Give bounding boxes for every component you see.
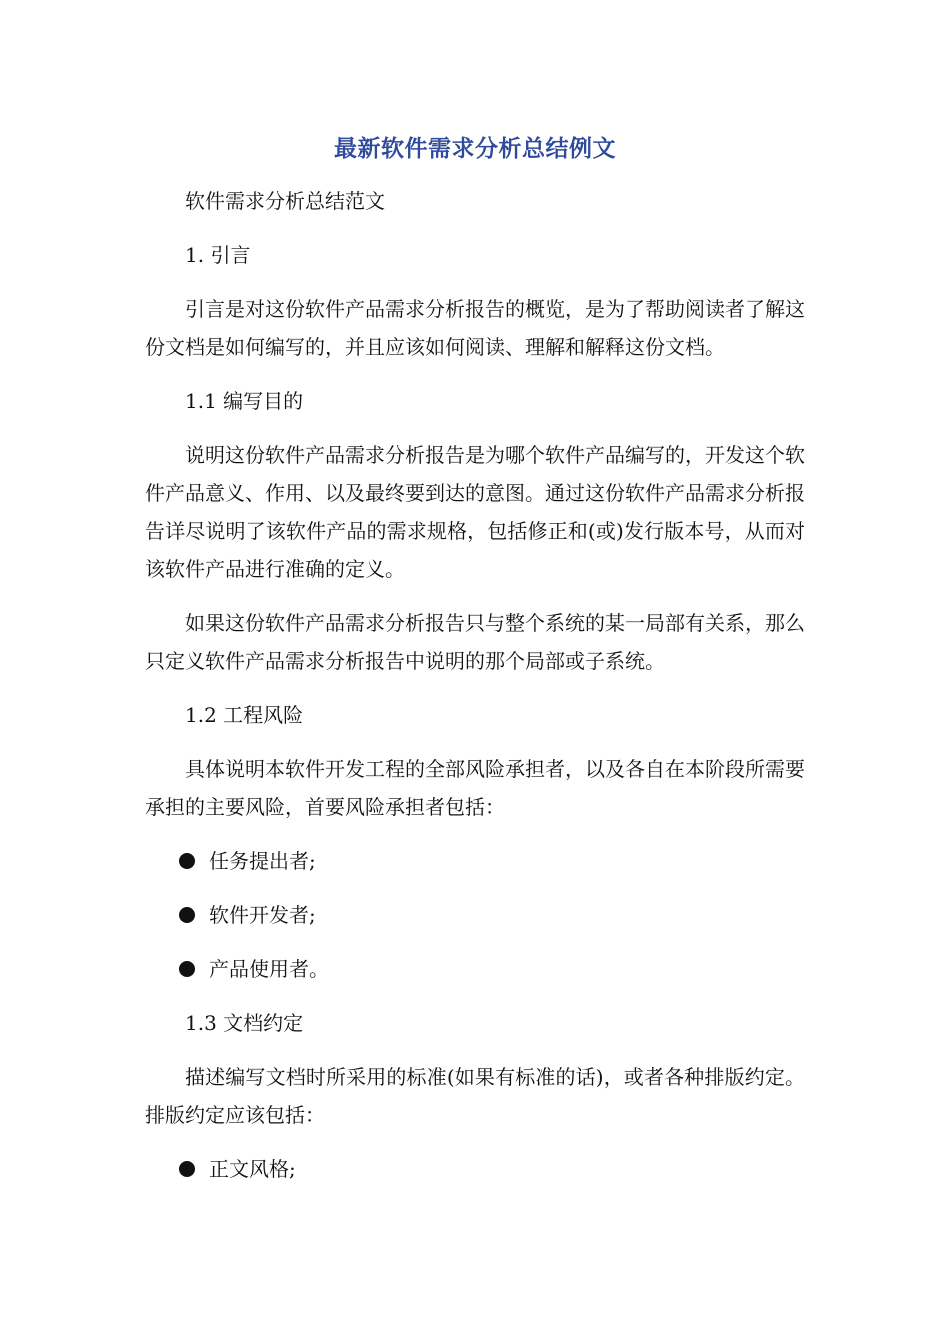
bullet-icon [179, 907, 195, 923]
section-heading-1-1: 1.1 编写目的 [185, 389, 304, 413]
list-item-text: 任务提出者; [209, 849, 316, 873]
paragraph-purpose-1: 说明这份软件产品需求分析报告是为哪个软件产品编写的，开发这个软件产品意义、作用、以及最终要到达的意图。通过这份软件产品需求分析报告详尽说明了该软件产品的需求规格，包括修正和(或)发行版本号，从而对该软件产品进行准确的定义。 [145, 443, 805, 581]
paragraph-intro: 引言是对这份软件产品需求分析报告的概览，是为了帮助阅读者了解这份文档是如何编写的，并且应该如何阅读、理解和解释这份文档。 [145, 297, 805, 359]
list-item-text: 产品使用者。 [209, 957, 329, 981]
bullet-icon [179, 1161, 195, 1177]
list-item-text: 软件开发者; [209, 903, 316, 927]
paragraph-purpose-2: 如果这份软件产品需求分析报告只与整个系统的某一局部有关系，那么只定义软件产品需求分析报告中说明的那个局部或子系统。 [145, 611, 805, 673]
document-title: 最新软件需求分析总结例文 [334, 136, 616, 162]
list-item [145, 896, 805, 934]
bullet-icon [179, 853, 195, 869]
subtitle: 软件需求分析总结范文 [185, 189, 385, 213]
section-heading-1-3: 1.3 文档约定 [185, 1011, 304, 1035]
section-heading-1-2: 1.2 工程风险 [185, 703, 304, 727]
list-item [145, 842, 805, 880]
bullet-icon [179, 961, 195, 977]
paragraph-risk: 具体说明本软件开发工程的全部风险承担者，以及各自在本阶段所需要承担的主要风险，首要风险承担者包括： [145, 757, 805, 819]
section-heading-1: 1. 引言 [185, 243, 251, 267]
list-item [145, 950, 805, 988]
list-item-text: 正文风格; [209, 1157, 296, 1181]
list-item [145, 1150, 805, 1188]
paragraph-conventions: 描述编写文档时所采用的标准(如果有标准的话)，或者各种排版约定。排版约定应该包括： [145, 1065, 805, 1127]
